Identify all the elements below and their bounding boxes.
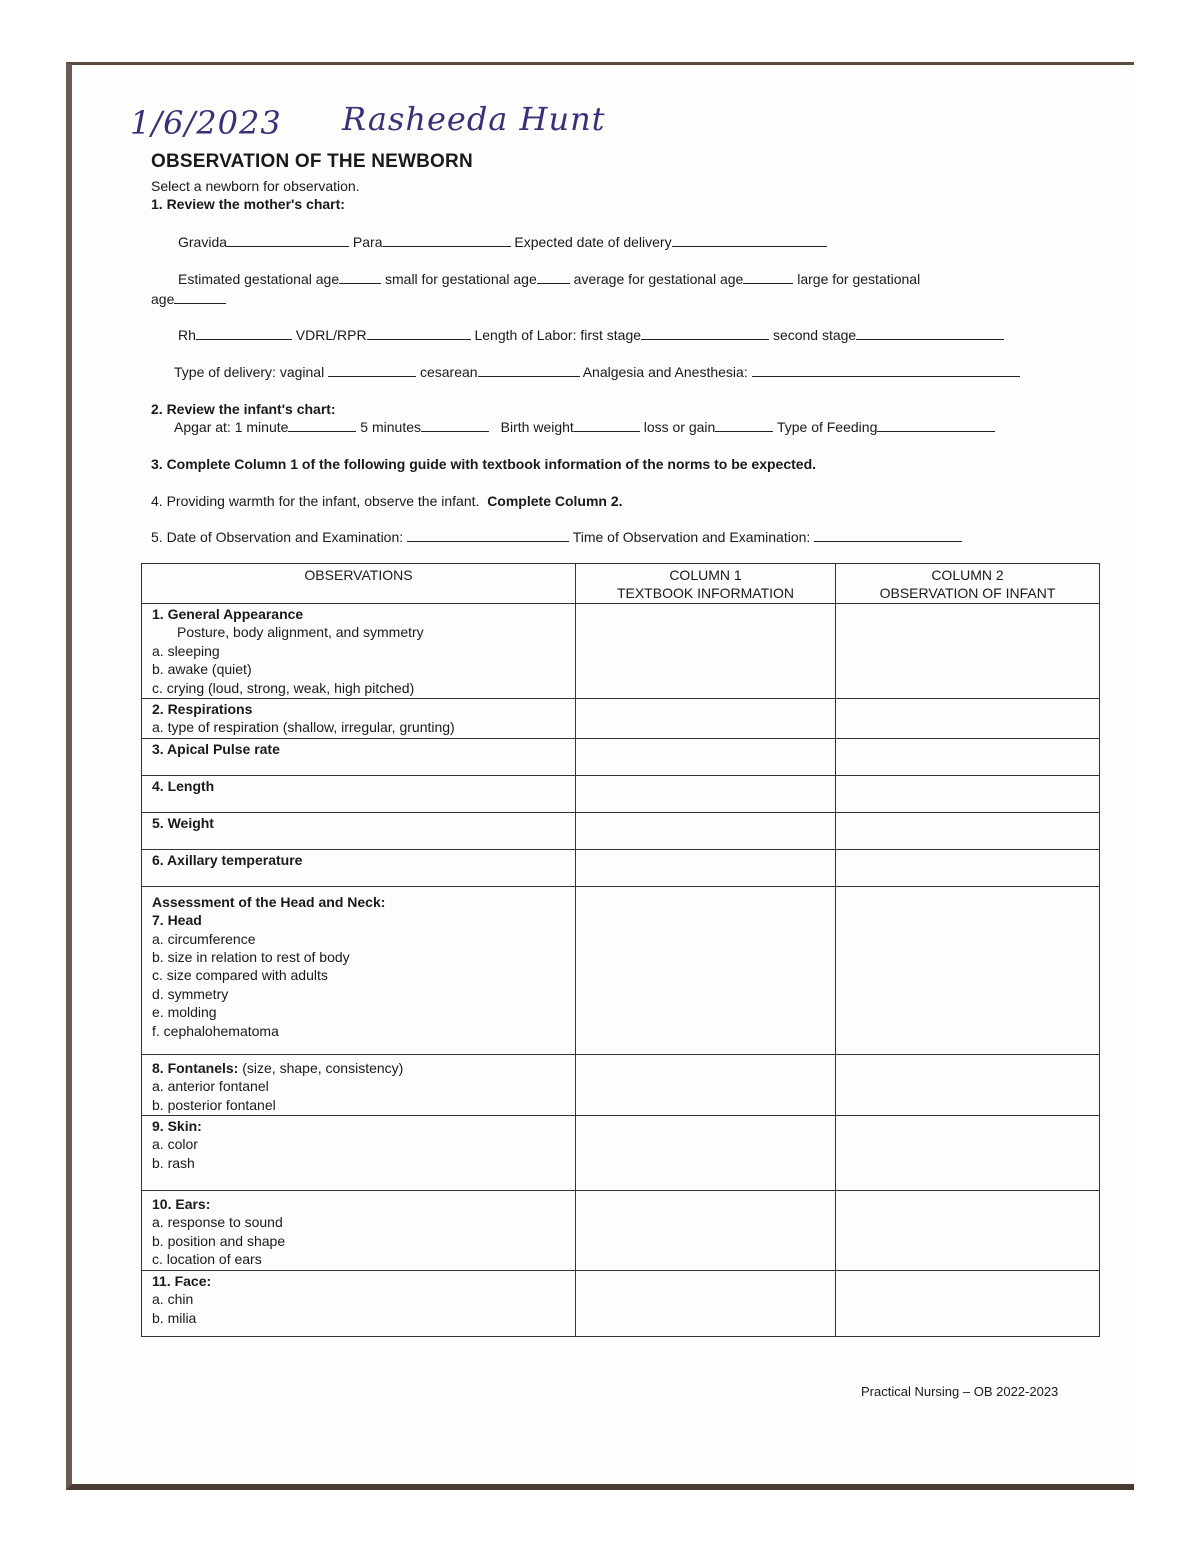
obs-time-blank[interactable] [814,529,962,542]
obs-weight: 5. Weight [142,812,576,849]
step-3: 3. Complete Column 1 of the following guide with textbook information of the norms to be expected. [151,456,817,472]
col2-cell[interactable] [836,1116,1100,1191]
gravida-label: Gravida [178,234,228,250]
page-footer: Practical Nursing – OB 2022-2023 [861,1384,1059,1399]
col1-cell[interactable] [576,1191,836,1271]
sga-label: small for gestational age [385,271,537,287]
cesarean-blank[interactable] [478,364,580,377]
step-4-bold: Complete Column 2. [487,493,623,509]
vdrl-blank[interactable] [367,327,471,340]
obs-fontanels: 8. Fontanels: (size, shape, consistency) a. anterior fontanel b. posterior fontanel [142,1054,576,1115]
col2-cell[interactable] [836,1054,1100,1115]
table-row-skin [142,1116,1100,1191]
obs-date-label: 5. Date of Observation and Examination: [151,529,404,545]
birth-weight-label: Birth weight [500,419,574,435]
lga-label: large for gestational [797,271,921,287]
obs-length: 4. Length [142,775,576,812]
obs-apical-pulse: 3. Apical Pulse rate [142,738,576,775]
five-min-label: 5 minutes [360,419,421,435]
col2-cell[interactable] [836,775,1100,812]
lga-cont-label: age [151,291,175,307]
col2-cell[interactable] [836,699,1100,739]
header-column-1: COLUMN 1 TEXTBOOK INFORMATION [576,564,836,604]
obs-axillary-temperature: 6. Axillary temperature [142,849,576,886]
obs-ears: 10. Ears: a. response to sound b. position and shape c. location of ears [142,1191,576,1271]
second-stage-blank[interactable] [856,327,1004,340]
col2-cell[interactable] [836,1191,1100,1271]
col1-cell[interactable] [576,1270,836,1336]
handwritten-name: Rasheeda Hunt [342,100,606,138]
para-label: Para [352,234,383,250]
table-row-general-appearance [142,604,1100,699]
obs-respirations: 2. Respirations a. type of respiration (shallow, irregular, grunting) [142,699,576,739]
obs-face: 11. Face: a. chin b. milia [142,1270,576,1336]
table-row-respirations [142,699,1100,739]
col2-cell[interactable] [836,849,1100,886]
vdrl-label: VDRL/RPR [295,327,367,343]
handwritten-date: 1/6/2023 [130,104,282,142]
apgar-label: Apgar at: 1 minute [174,419,289,435]
obs-head: Assessment of the Head and Neck: 7. Head a. circumference b. size in relation to rest of body c. size compared with adults d. symmetry e. molding f. cephalohematoma [142,886,576,1054]
col2-cell[interactable] [836,812,1100,849]
edd-label: Expected date of delivery [514,234,672,250]
cesarean-label: cesarean [419,364,478,380]
col1-cell[interactable] [576,699,836,739]
table-row-fontanels [142,1054,1100,1115]
est-ga-blank[interactable] [339,271,381,284]
mother-chart-row-2b [151,291,226,307]
page-title: OBSERVATION OF THE NEWBORN [151,151,473,172]
labor-label: Length of Labor: first stage [474,327,642,343]
apgar-5min-blank[interactable] [421,419,489,432]
col1-cell[interactable] [576,812,836,849]
feeding-blank[interactable] [877,419,995,432]
col1-cell[interactable] [576,604,836,699]
analgesia-blank[interactable] [752,364,1020,377]
delivery-type-label: Type of delivery: vaginal [174,364,325,380]
feeding-label: Type of Feeding [776,419,878,435]
sga-blank[interactable] [537,271,570,284]
col1-cell[interactable] [576,1054,836,1115]
observation-table [141,563,1100,1337]
gravida-blank[interactable] [227,234,349,247]
header-observations: OBSERVATIONS [142,564,576,604]
table-row-head [142,886,1100,1054]
table-row-ears [142,1191,1100,1271]
edd-blank[interactable] [672,234,827,247]
lga-blank[interactable] [174,291,226,304]
birth-weight-blank[interactable] [574,419,640,432]
table-row-weight [142,812,1100,849]
mother-chart-row-1 [178,234,827,250]
aga-blank[interactable] [743,271,793,284]
col2-cell[interactable] [836,604,1100,699]
obs-general-appearance: 1. General Appearance Posture, body alignment, and symmetry a. sleeping b. awake (quiet) c. crying (loud, strong, weak, high pitched) [142,604,576,699]
aga-label: average for gestational age [573,271,744,287]
loss-gain-blank[interactable] [715,419,773,432]
loss-gain-label: loss or gain [643,419,716,435]
mother-chart-row-4 [174,364,1020,380]
col2-cell[interactable] [836,886,1100,1054]
apgar-1min-blank[interactable] [288,419,356,432]
col1-cell[interactable] [576,1116,836,1191]
step-1-heading: 1. Review the mother's chart: [151,196,345,212]
table-row-pulse [142,738,1100,775]
table-row-face [142,1270,1100,1336]
step-5 [151,529,962,545]
second-stage-label: second stage [772,327,857,343]
col1-cell[interactable] [576,849,836,886]
vaginal-blank[interactable] [328,364,416,377]
mother-chart-row-2 [178,271,920,287]
col2-cell[interactable] [836,738,1100,775]
header-column-2: COLUMN 2 OBSERVATION OF INFANT [836,564,1100,604]
col1-cell[interactable] [576,886,836,1054]
step-4 [151,493,623,509]
step-4-text: 4. Providing warmth for the infant, observe the infant. [151,493,480,509]
col1-cell[interactable] [576,738,836,775]
mother-chart-row-3 [178,327,1004,343]
obs-date-blank[interactable] [407,529,569,542]
infant-chart-row [174,419,995,435]
step-2-heading: 2. Review the infant's chart: [151,401,336,417]
obs-skin: 9. Skin: a. color b. rash [142,1116,576,1191]
para-blank[interactable] [383,234,511,247]
first-stage-blank[interactable] [641,327,769,340]
obs-time-label: Time of Observation and Examination: [572,529,811,545]
subtitle: Select a newborn for observation. [151,178,360,194]
col2-cell[interactable] [836,1270,1100,1336]
col1-cell[interactable] [576,775,836,812]
background [0,0,68,1553]
table-row-temperature [142,849,1100,886]
rh-label: Rh [178,327,196,343]
table-header-row [142,564,1100,604]
table-row-length [142,775,1100,812]
rh-blank[interactable] [196,327,292,340]
analgesia-label: Analgesia and Anesthesia: [582,364,748,380]
est-ga-label: Estimated gestational age [178,271,340,287]
